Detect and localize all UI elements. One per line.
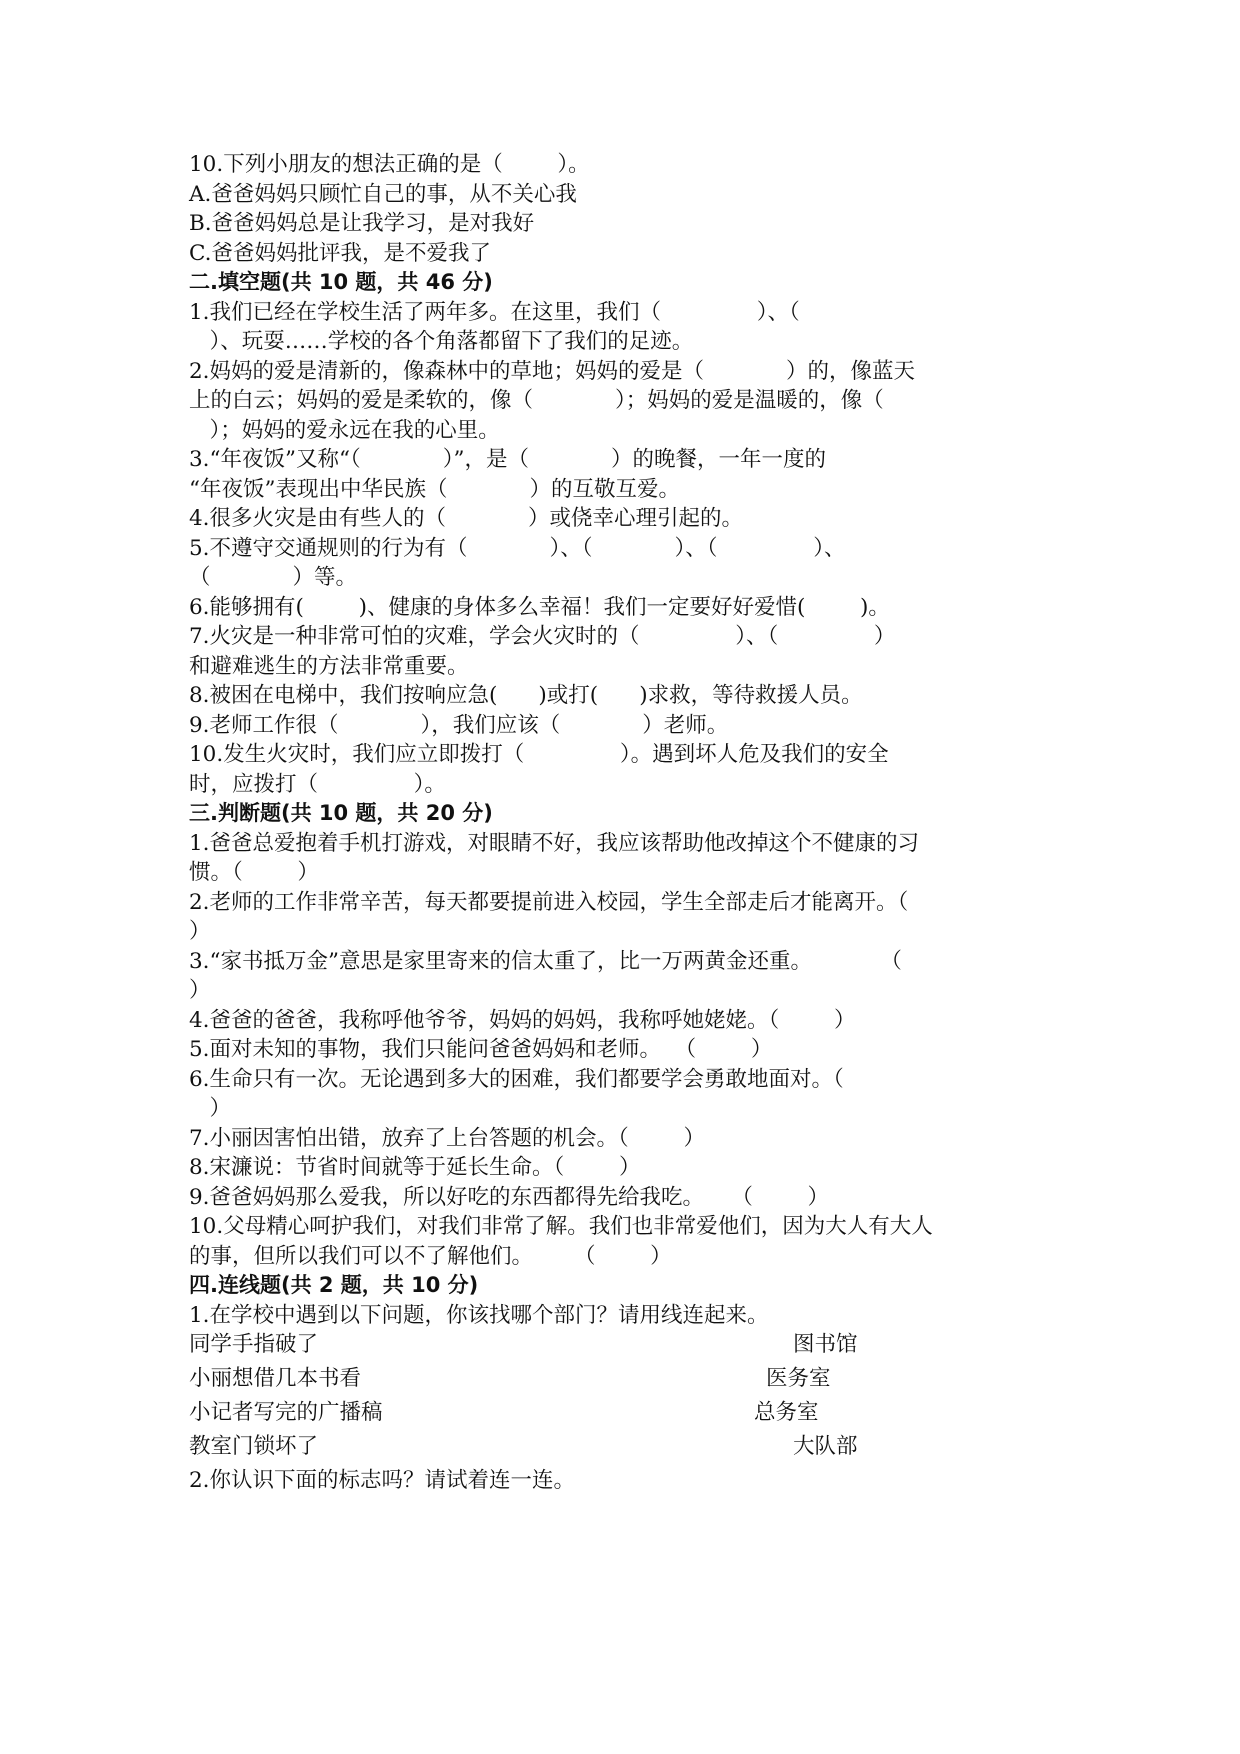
fill-line: 2.妈妈的爱是清新的，像森林中的草地；妈妈的爱是（ ）的，像蓝天: [189, 358, 916, 384]
fill-line: 4.很多火灾是由有些人的（ ）或侥幸心理引起的。: [189, 506, 744, 531]
exam-content: [189, 150, 1054, 1496]
fill-line: 10.发生火灾时，我们应立即拨打（ ）。遇到坏人危及我们的安全: [189, 742, 889, 767]
fill-line: ）；妈妈的爱永远在我的心里。: [189, 417, 500, 443]
option-c: C.爸爸妈妈批评我，是不爱我了: [189, 240, 492, 266]
match-question-1: 1.在学校中遇到以下问题，你该找哪个部门？请用线连起来。: [189, 1302, 769, 1328]
match-left-item: 小丽想借几本书看: [189, 1366, 362, 1391]
fill-line: （ ）等。: [189, 565, 358, 590]
judge-line: 10.父母精心呵护我们，对我们非常了解。我们也非常爱他们，因为大人有大人: [189, 1214, 933, 1239]
judge-line: 1.爸爸总爱抱着手机打游戏，对眼睛不好，我应该帮助他改掉这个不健康的习: [189, 830, 920, 856]
match-pair: [189, 1398, 1054, 1432]
match-pair: [189, 1432, 1054, 1466]
fill-line: 9.老师工作很（ ），我们应该（ ）老师。: [189, 712, 729, 738]
match-question-2: 2.你认识下面的标志吗？请试着连一连。: [189, 1468, 576, 1493]
match-right-item: 大队部: [793, 1434, 858, 1459]
match-left-item: 同学手指破了: [189, 1332, 319, 1357]
match-pair: [189, 1364, 1054, 1398]
judge-line: 9.爸爸妈妈那么爱我，所以好吃的东西都得先给我吃。 （ ）: [189, 1184, 830, 1210]
fill-line: 8.被困在电梯中，我们按响应急( )或打( )求救，等待救援人员。: [189, 683, 863, 708]
judge-line: 的事，但所以我们可以不了解他们。 （ ）: [189, 1243, 672, 1269]
judge-line: ）: [189, 978, 211, 1003]
option-a: A.爸爸妈妈只顾忙自己的事，从不关心我: [189, 181, 577, 207]
judge-line: 2.老师的工作非常辛苦，每天都要提前进入校园，学生全部走后才能离开。（: [189, 889, 909, 915]
fill-line: 和避难逃生的方法非常重要。: [189, 653, 469, 679]
judge-line: 5.面对未知的事物，我们只能问爸爸妈妈和老师。 （ ）: [189, 1037, 773, 1062]
match-left-item: 小记者写完的广播稿: [189, 1400, 383, 1425]
judge-line: 4.爸爸的爸爸，我称呼他爷爷，妈妈的妈妈，我称呼她姥姥。（ ）: [189, 1007, 856, 1033]
fill-line: ）、玩耍……学校的各个角落都留下了我们的足迹。: [189, 329, 694, 354]
judge-line: 6.生命只有一次。无论遇到多大的困难，我们都要学会勇敢地面对。（: [189, 1066, 844, 1092]
judge-line: 3.“家书抵万金”意思是家里寄来的信太重了，比一万两黄金还重。 （: [189, 948, 902, 974]
fill-line: 1.我们已经在学校生活了两年多。在这里，我们（ ）、（: [189, 299, 800, 325]
section-judge-heading: 三.判断题(共 10 题，共 20 分): [189, 801, 493, 825]
fill-line: 6.能够拥有( )、健康的身体多么幸福！我们一定要好好爱惜( )。: [189, 594, 890, 620]
match-right-item: 总务室: [754, 1400, 819, 1425]
match-right-item: 医务室: [766, 1366, 831, 1391]
fill-line: 7.火灾是一种非常可怕的灾难，学会火灾时的（ ）、（ ）: [189, 624, 896, 649]
fill-line: 时，应拨打（ ）。: [189, 771, 446, 797]
fill-line: 上的白云；妈妈的爱是柔软的，像（ ）；妈妈的爱是温暖的，像（: [189, 388, 884, 413]
match-left-item: 教室门锁坏了: [189, 1434, 319, 1459]
match-pair: [189, 1330, 1054, 1364]
judge-line: 8.宋濂说：节省时间就等于延长生命。（ ）: [189, 1155, 641, 1180]
judge-line: ）: [189, 919, 211, 944]
judge-line: 惯。（ ）: [189, 860, 319, 885]
fill-line: 3.“年夜饭”又称“（ ）”，是（ ）的晚餐，一年一度的: [189, 447, 827, 472]
option-b: B.爸爸妈妈总是让我学习，是对我好: [189, 211, 535, 236]
section-fill-heading: 二.填空题(共 10 题，共 46 分): [189, 270, 493, 294]
match-right-item: 图书馆: [793, 1332, 858, 1357]
judge-line: ）: [189, 1096, 232, 1121]
fill-line: 5.不遵守交通规则的行为有（ ）、（ ）、（ ）、: [189, 535, 846, 561]
question-10-stem: 10.下列小朋友的想法正确的是（ ）。: [189, 152, 590, 177]
judge-line: 7.小丽因害怕出错，放弃了上台答题的机会。（ ）: [189, 1125, 705, 1151]
fill-line: “年夜饭”表现出中华民族（ ）的互敬互爱。: [189, 476, 680, 502]
section-match-heading: 四.连线题(共 2 题，共 10 分): [189, 1273, 479, 1297]
